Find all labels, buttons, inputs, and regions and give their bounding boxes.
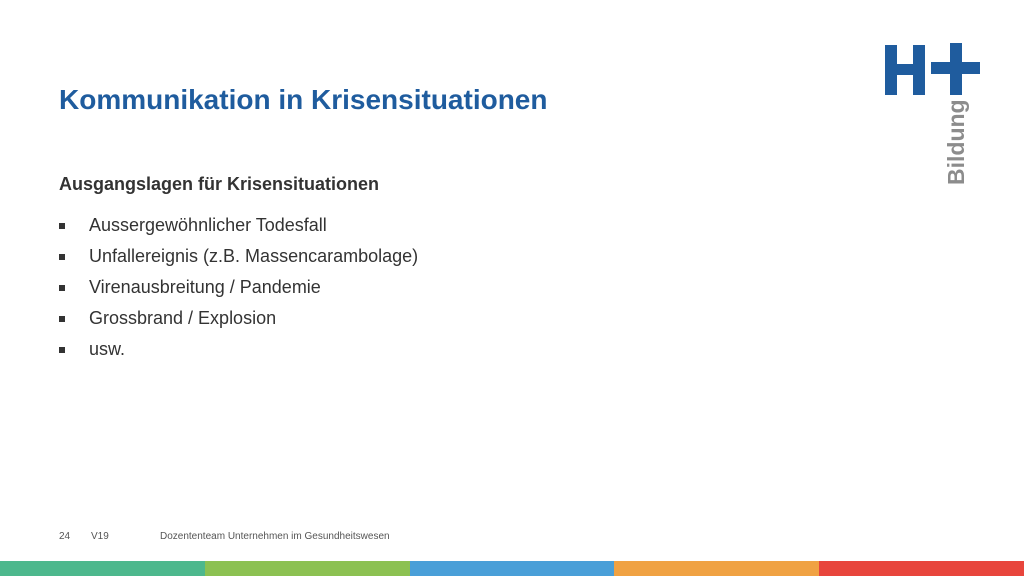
bullet-item [59, 210, 418, 241]
square-bullet-icon [59, 223, 65, 229]
version-label: V19 [91, 531, 109, 542]
square-bullet-icon [59, 254, 65, 260]
square-bullet-icon [59, 285, 65, 291]
color-bar-segment [819, 561, 1024, 576]
hplus-mark-icon [885, 43, 980, 95]
color-bar-segment [614, 561, 819, 576]
logo-wordmark: Bildung [943, 99, 969, 185]
bullet-text: Grossbrand / Explosion [89, 308, 277, 328]
bullet-text: Unfallereignis (z.B. Massencarambolage) [89, 246, 419, 266]
slide-title: Kommunikation in Krisensituationen [59, 84, 548, 115]
hplus-bildung-logo [880, 40, 990, 190]
bullet-text: Aussergewöhnlicher Todesfall [89, 215, 327, 235]
square-bullet-icon [59, 316, 65, 322]
bullet-item [59, 241, 418, 272]
bullet-text: usw. [89, 339, 126, 359]
page-number: 24 [59, 531, 71, 542]
footer-team: Dozententeam Unternehmen im Gesundheitswesen [160, 531, 390, 542]
color-bar-segment [410, 561, 615, 576]
color-bar-segment [205, 561, 410, 576]
color-bar-segment [0, 561, 205, 576]
bullet-item [59, 272, 418, 303]
bullet-item [59, 334, 418, 365]
bullet-text: Virenausbreitung / Pandemie [89, 277, 321, 297]
slide-subtitle: Ausgangslagen für Krisensituationen [59, 174, 380, 194]
square-bullet-icon [59, 347, 65, 353]
bullet-list [59, 210, 418, 365]
footer-color-bar [0, 561, 1024, 576]
bullet-item [59, 303, 418, 334]
